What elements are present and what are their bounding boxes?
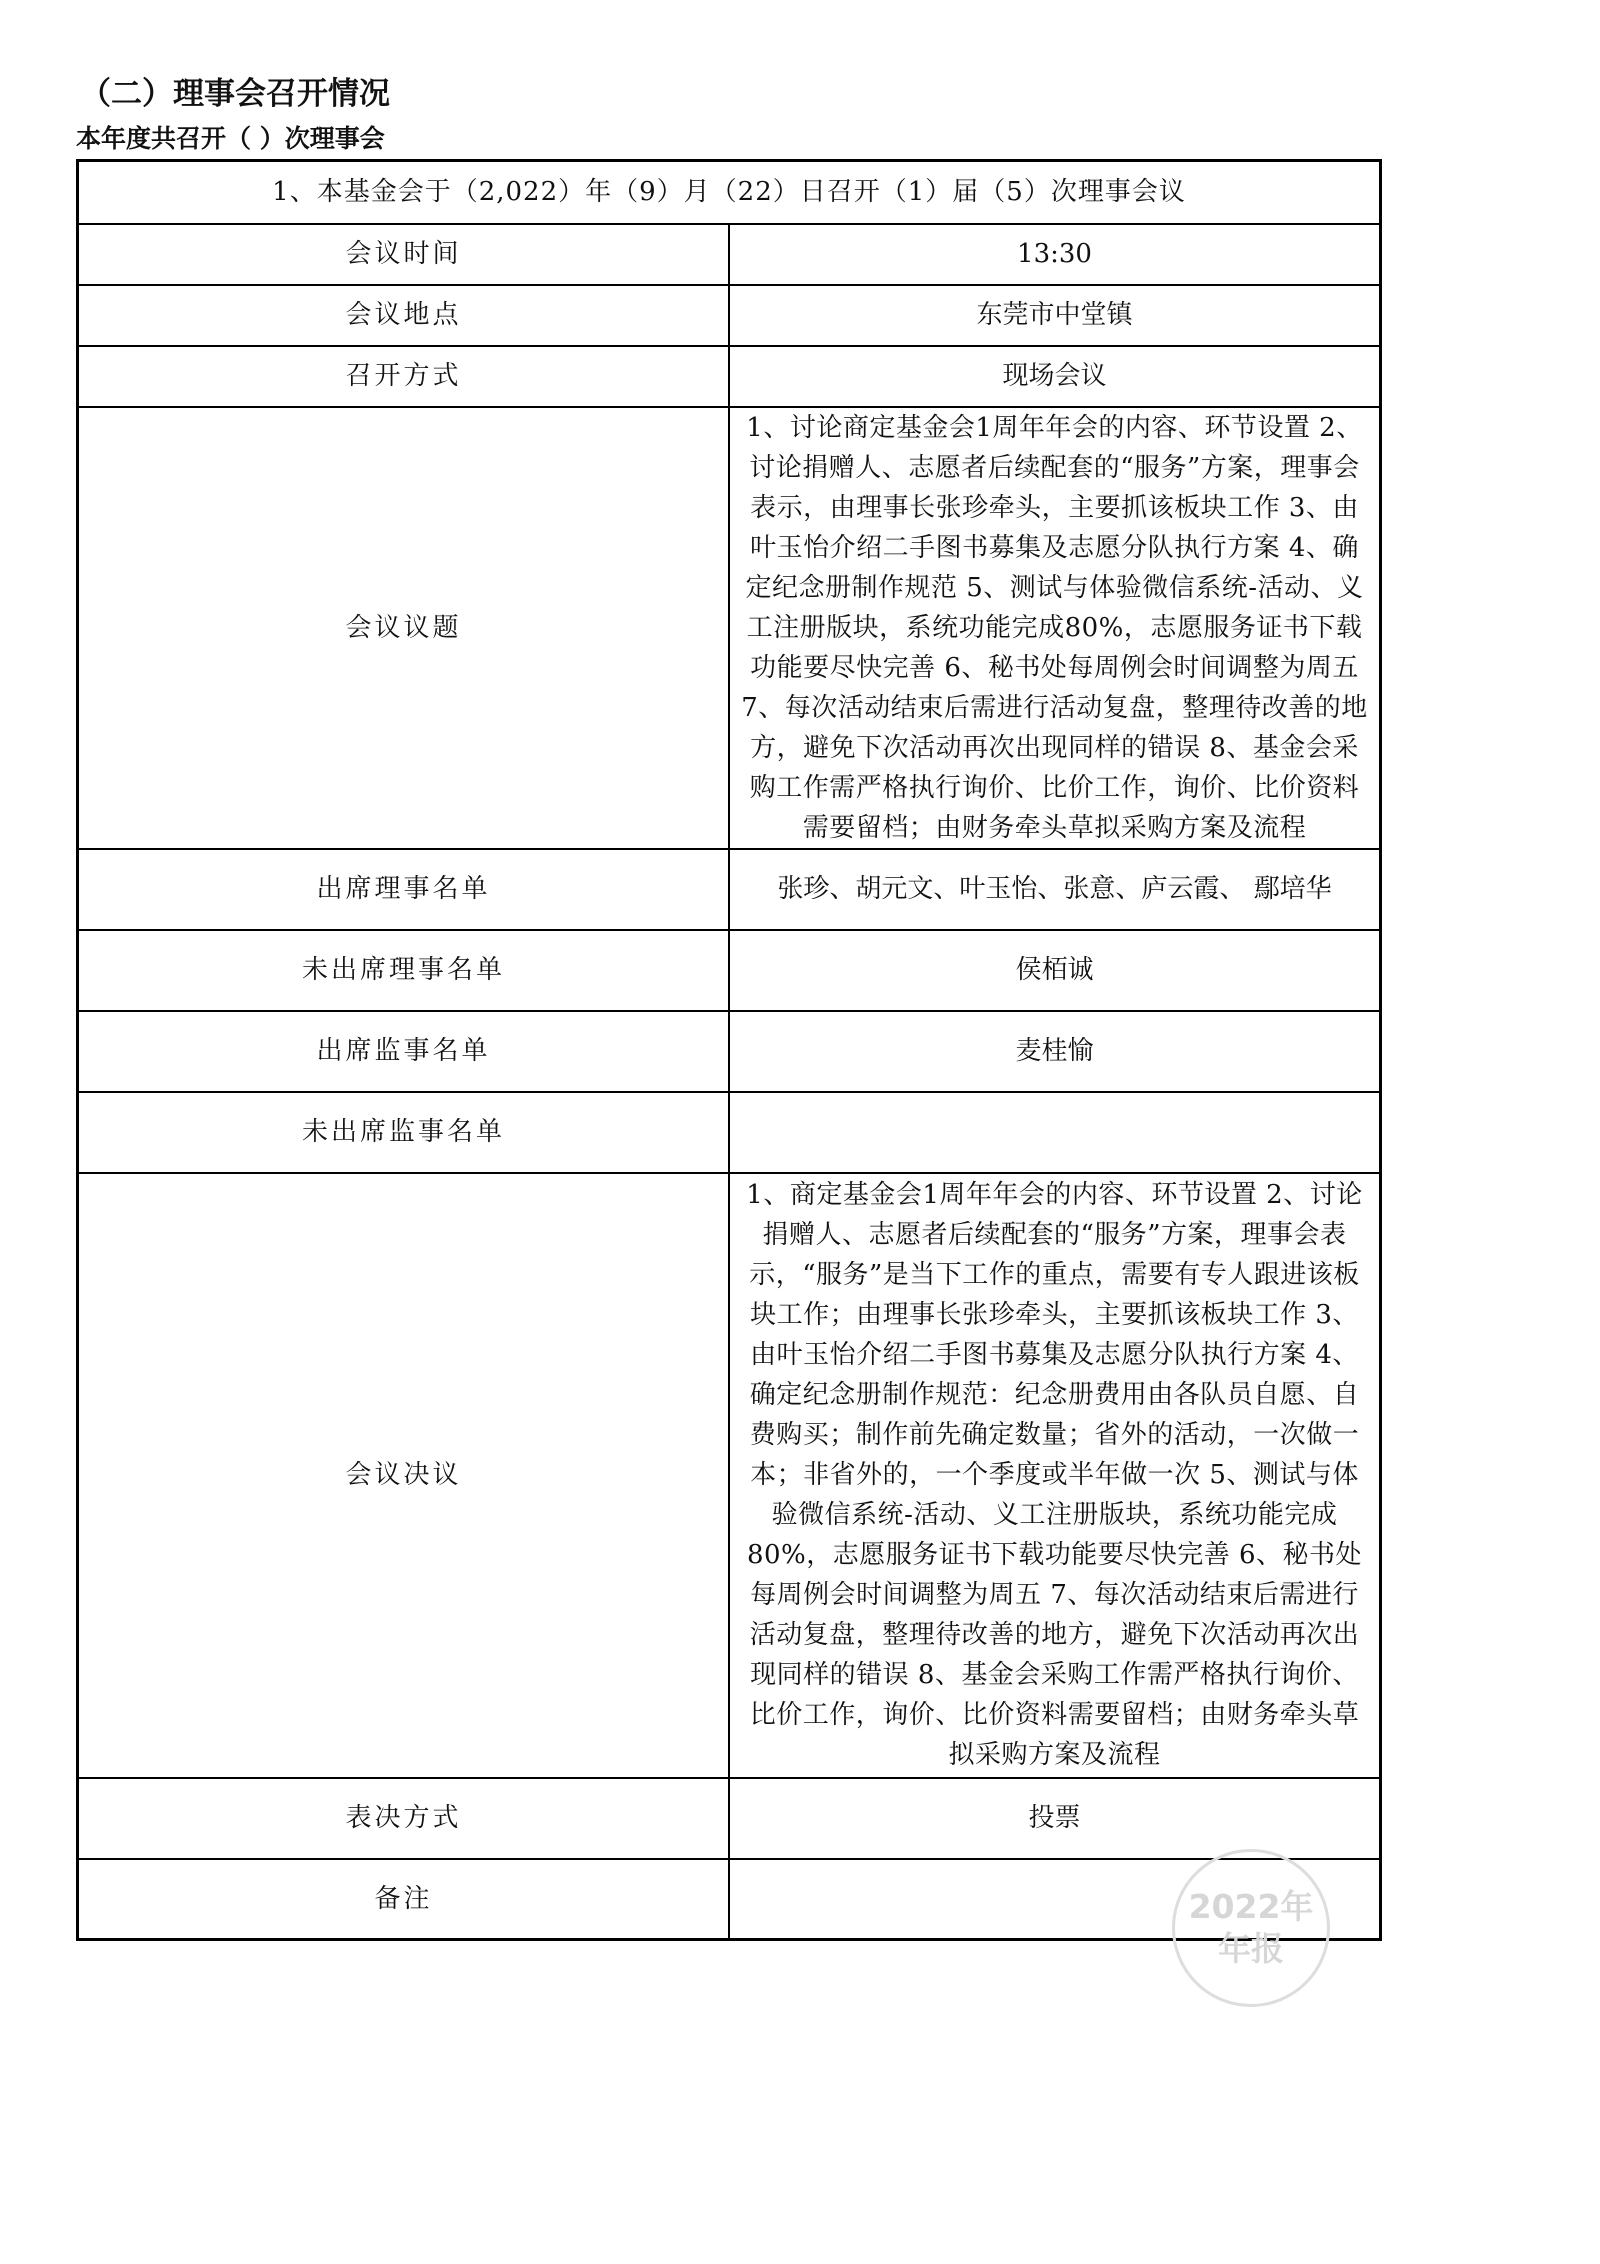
row-label-meeting-mode: 召开方式 (78, 346, 730, 407)
sub-title: 本年度共召开（ ）次理事会 (76, 124, 385, 153)
row-label-absent-supervisors: 未出席监事名单 (78, 1092, 730, 1173)
row-value-attending-supervisors: 麦桂愉 (729, 1011, 1381, 1092)
table-row (78, 849, 1381, 930)
meeting-heading: 1、本基金会于（2,022）年（9）月（22）日召开（1）届（5）次理事会议 (78, 161, 1381, 224)
table-row (78, 1778, 1381, 1859)
row-value-voting-method: 投票 (729, 1778, 1381, 1859)
table-row (78, 224, 1381, 285)
table-row (78, 285, 1381, 346)
meeting-table (76, 159, 1382, 1941)
row-label-attending-supervisors: 出席监事名单 (78, 1011, 730, 1092)
annual-report-watermark-stamp (1172, 1849, 1330, 2007)
table-row (78, 1092, 1381, 1173)
table-heading-row (78, 161, 1381, 224)
row-value-meeting-mode: 现场会议 (729, 346, 1381, 407)
row-value-absent-supervisors (729, 1092, 1381, 1173)
row-value-attending-directors: 张珍、胡元文、叶玉怡、张意、庐云霞、 鄢培华 (729, 849, 1381, 930)
row-label-remarks: 备注 (78, 1859, 730, 1940)
row-label-resolutions: 会议决议 (78, 1173, 730, 1778)
row-label-meeting-location: 会议地点 (78, 285, 730, 346)
table-row (78, 407, 1381, 849)
row-value-meeting-topics: 1、讨论商定基金会1周年年会的内容、环节设置 2、讨论捐赠人、志愿者后续配套的“服务”方案，理事会表示，由理事长张珍牵头，主要抓该板块工作 3、由叶玉怡介绍二手图书募集及志愿分队执行方案 4、确定纪念册制作规范 5、测试与体验微信系统-活动、义工注册版块，系统功能完成80%，志愿服务证书下载功能要尽快完善 6、秘书处每周例会时间调整为周五 7、每次活动结束后需进行活动复盘，整理待改善的地方，避免下次活动再次出现同样的错误 8、基金会采购工作需严格执行询价、比价工作，询价、比价资料需要留档；由财务牵头草拟采购方案及流程 (729, 407, 1381, 849)
row-label-attending-directors: 出席理事名单 (78, 849, 730, 930)
row-label-meeting-time: 会议时间 (78, 224, 730, 285)
table-row (78, 930, 1381, 1011)
row-label-absent-directors: 未出席理事名单 (78, 930, 730, 1011)
table-row (78, 1011, 1381, 1092)
row-value-meeting-time: 13:30 (729, 224, 1381, 285)
row-value-absent-directors: 侯栢诚 (729, 930, 1381, 1011)
watermark-year: 2022年 (1188, 1887, 1314, 1926)
watermark-label: 年报 (1218, 1929, 1284, 1968)
row-label-voting-method: 表决方式 (78, 1778, 730, 1859)
section-title: （二）理事会召开情况 (80, 76, 390, 112)
row-value-resolutions: 1、商定基金会1周年年会的内容、环节设置 2、讨论捐赠人、志愿者后续配套的“服务”方案，理事会表示，“服务”是当下工作的重点，需要有专人跟进该板块工作；由理事长张珍牵头，主要抓该板块工作 3、由叶玉怡介绍二手图书募集及志愿分队执行方案 4、确定纪念册制作规范：纪念册费用由各队员自愿、自费购买；制作前先确定数量；省外的活动，一次做一本；非省外的，一个季度或半年做一次 5、测试与体验微信系统-活动、义工注册版块，系统功能完成80%，志愿服务证书下载功能要尽快完善 6、秘书处每周例会时间调整为周五 7、每次活动结束后需进行活动复盘，整理待改善的地方，避免下次活动再次出现同样的错误 8、基金会采购工作需严格执行询价、比价工作，询价、比价资料需要留档；由财务牵头草拟采购方案及流程 (729, 1173, 1381, 1778)
row-value-meeting-location: 东莞市中堂镇 (729, 285, 1381, 346)
table-row (78, 1173, 1381, 1778)
row-label-meeting-topics: 会议议题 (78, 407, 730, 849)
table-row (78, 346, 1381, 407)
